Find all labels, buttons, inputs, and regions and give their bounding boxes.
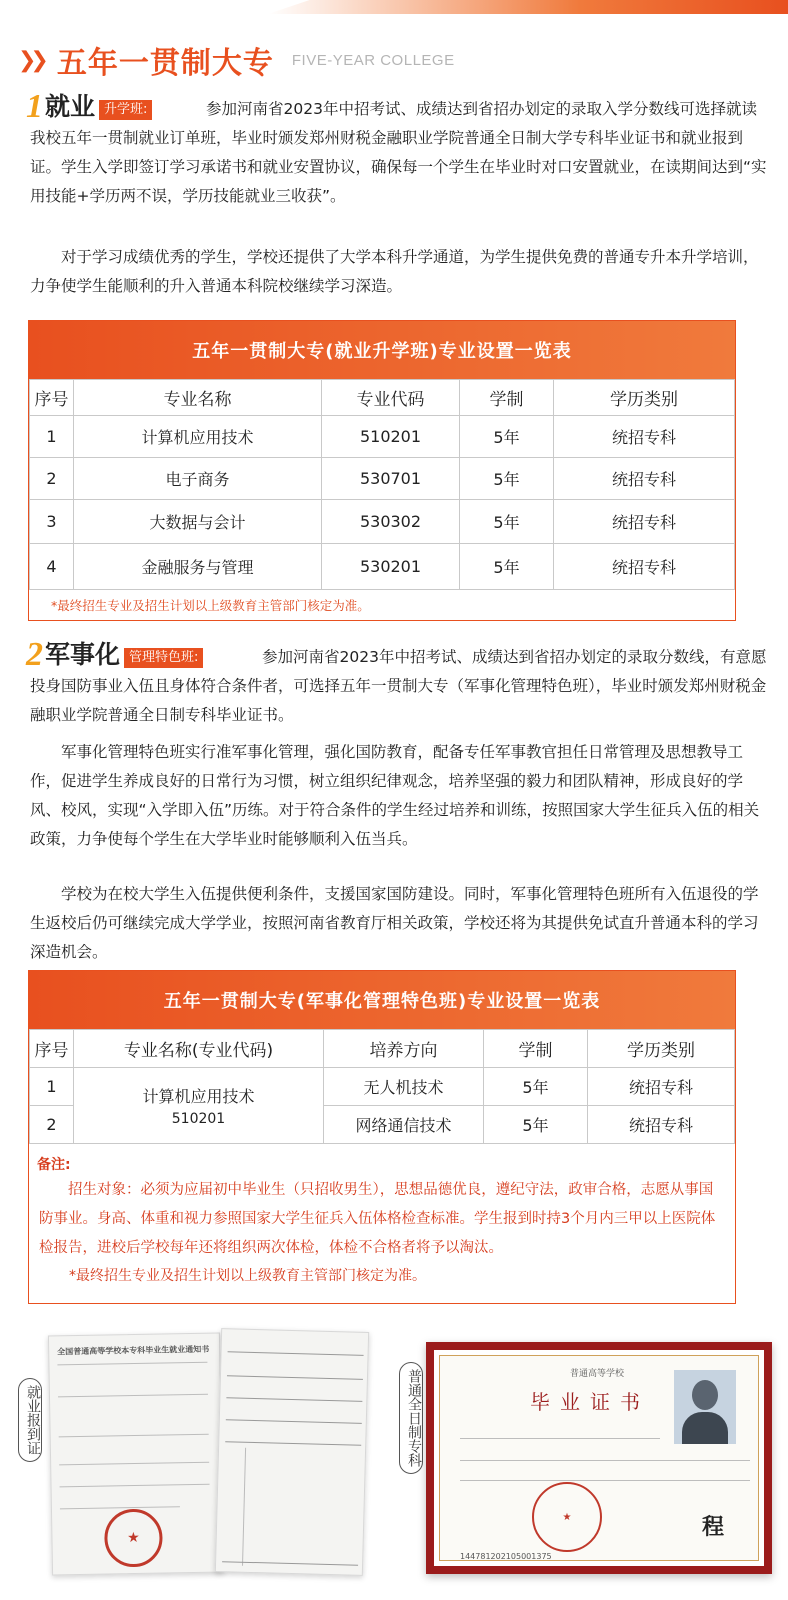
table-cell: 电子商务 <box>74 458 322 500</box>
right-vertical-label: 普通全日制专科 <box>399 1362 423 1474</box>
graduation-certificate <box>426 1342 772 1574</box>
cert-signature: 程 <box>701 1514 724 1540</box>
table1 <box>29 379 735 590</box>
table-cell: 5年 <box>484 1068 588 1106</box>
table2-header: 学历类别 <box>588 1030 735 1068</box>
table1-header: 专业代码 <box>322 380 460 416</box>
table-cell: 统招专科 <box>554 544 735 590</box>
table-cell: 金融服务与管理 <box>74 544 322 590</box>
table-row <box>30 500 735 544</box>
section1-paragraph1: 参加河南省2023年中招考试、成绩达到省招办划定的录取入学分数线可选择就读我校五年一贯制就业订单班，毕业时颁发郑州财税金融职业学院普通全日制大学专科毕业证书和就业报到证。学生入学即签订学习承诺书和就业安置协议，确保每一个学生在毕业时对口安置就业，在读期间达到“实用技能+学历两不误，学历技能就业三收获”。 <box>30 100 767 205</box>
section2-paragraph2: 军事化管理特色班实行准军事化管理，强化国防教育，配备专任军事教官担任日常管理及思想教导工作，促进学生养成良好的日常行为习惯，树立组织纪律观念，培养坚强的毅力和团队精神，形成良好的学风、校风，实现“入学即入伍”历练。对于符合条件的学生经过培养和训练，按照国家大学生征兵入伍的相关政策，力争使每个学生在大学毕业时能够顺利入伍当兵。 <box>30 743 760 848</box>
remarks-note: *最终招生专业及招生计划以上级教育主管部门核定为准。 <box>69 1268 426 1284</box>
table2-box <box>28 970 736 1304</box>
table2-header: 序号 <box>30 1030 74 1068</box>
double-chevron-icon: ❯❯ <box>18 47 43 73</box>
table-cell: 统招专科 <box>588 1068 735 1106</box>
table-cell: 1 <box>30 416 74 458</box>
table-cell: 530201 <box>322 544 460 590</box>
table-cell: 统招专科 <box>554 458 735 500</box>
section1-number: 1 <box>26 88 43 125</box>
table-row <box>30 1068 735 1106</box>
table-cell: 无人机技术 <box>324 1068 484 1106</box>
table1-title: 五年一贯制大专(就业升学班)专业设置一览表 <box>29 321 735 379</box>
table-row <box>30 416 735 458</box>
table1-header: 专业名称 <box>74 380 322 416</box>
section2-number: 2 <box>26 636 43 673</box>
table2-major-name: 计算机应用技术 <box>142 1087 255 1106</box>
table1-header: 学制 <box>460 380 554 416</box>
section1-tag: 升学班: <box>99 100 152 120</box>
section2-tag: 管理特色班: <box>124 648 203 668</box>
table-cell: 510201 <box>322 416 460 458</box>
table2 <box>29 1029 735 1144</box>
page-header <box>18 40 455 80</box>
notice-stub-photo <box>215 1328 369 1576</box>
section2-paragraph1: 参加河南省2023年中招考试、成绩达到省招办划定的录取分数线，有意愿投身国防事业入伍且身体符合条件者，可选择五年一贯制大专（军事化管理特色班），毕业时颁发郑州财税金融职业学院普通全日制专科毕业证书。 <box>30 648 767 724</box>
table-cell: 统招专科 <box>554 500 735 544</box>
page-title: 五年一贯制大专 <box>56 46 274 81</box>
section1-paragraph2: 对于学习成绩优秀的学生，学校还提供了大学本科升学通道，为学生提供免费的普通专升本升学培训，力争使学生能顺利的升入普通本科院校继续学习深造。 <box>30 248 759 295</box>
employment-notice-photo <box>48 1333 224 1576</box>
table2-major-cell <box>74 1068 324 1144</box>
red-seal-icon: ★ <box>104 1509 163 1568</box>
notice-title: 全国普通高等学校本专科毕业生就业通知书 <box>57 1344 210 1357</box>
table2-header: 专业名称(专业代码) <box>74 1030 324 1068</box>
remarks-text: 招生对象：必须为应届初中毕业生（只招收男生），思想品德优良，遵纪守法，政审合格，志愿从事国防事业。身高、体重和视力参照国家大学生征兵入伍体格检查标准。学生报到时持3个月内三甲以上医院体检报告，进校后学校每年还将组织两次体检，体检不合格者将予以淘汰。 <box>39 1182 716 1256</box>
table2-major-code: 510201 <box>171 1111 226 1127</box>
table1-header: 序号 <box>30 380 74 416</box>
table-cell: 5年 <box>460 544 554 590</box>
table-cell: 530701 <box>322 458 460 500</box>
section2-title: 军事化 <box>45 640 121 669</box>
table-cell: 5年 <box>484 1106 588 1144</box>
table-cell: 5年 <box>460 500 554 544</box>
table2-header-row <box>30 1030 735 1068</box>
table1-header-row <box>30 380 735 416</box>
remarks-label: 备注: <box>37 1157 71 1173</box>
table-cell: 5年 <box>460 416 554 458</box>
table-cell: 1 <box>30 1068 74 1106</box>
cert-title: 毕业证书 <box>530 1390 650 1414</box>
table-cell: 4 <box>30 544 74 590</box>
table-row <box>30 544 735 590</box>
table-cell: 3 <box>30 500 74 544</box>
table-cell: 5年 <box>460 458 554 500</box>
top-decoration <box>0 0 788 22</box>
table-cell: 2 <box>30 458 74 500</box>
section1-title: 就业 <box>45 92 96 121</box>
table2-remarks <box>29 1144 735 1303</box>
table-cell: 统招专科 <box>588 1106 735 1144</box>
left-vertical-label: 就业报到证 <box>18 1378 42 1462</box>
section2-paragraph3: 学校为在校大学生入伍提供便利条件，支援国家国防建设。同时，军事化管理特色班所有入伍退役的学生返校后仍可继续完成大学学业，按照河南省教育厅相关政策，学校还将为其提供免试直升普通本科的学习深造机会。 <box>30 885 759 961</box>
table-row <box>30 458 735 500</box>
table1-header: 学历类别 <box>554 380 735 416</box>
table-cell: 2 <box>30 1106 74 1144</box>
table2-header: 学制 <box>484 1030 588 1068</box>
table-cell: 统招专科 <box>554 416 735 458</box>
table1-note: *最终招生专业及招生计划以上级教育主管部门核定为准。 <box>51 598 370 613</box>
table2-header: 培养方向 <box>324 1030 484 1068</box>
student-photo <box>674 1370 736 1444</box>
table-cell: 计算机应用技术 <box>74 416 322 458</box>
cert-number: 144781202105001375 <box>460 1552 552 1561</box>
table-cell: 大数据与会计 <box>74 500 322 544</box>
table1-box <box>28 320 736 621</box>
table-cell: 530302 <box>322 500 460 544</box>
table-cell: 网络通信技术 <box>324 1106 484 1144</box>
cert-seal-icon: ★ <box>532 1482 602 1552</box>
cert-school-type: 普通高等学校 <box>570 1369 625 1379</box>
page-subtitle: FIVE-YEAR COLLEGE <box>291 51 455 69</box>
table2-title: 五年一贯制大专(军事化管理特色班)专业设置一览表 <box>29 971 735 1029</box>
